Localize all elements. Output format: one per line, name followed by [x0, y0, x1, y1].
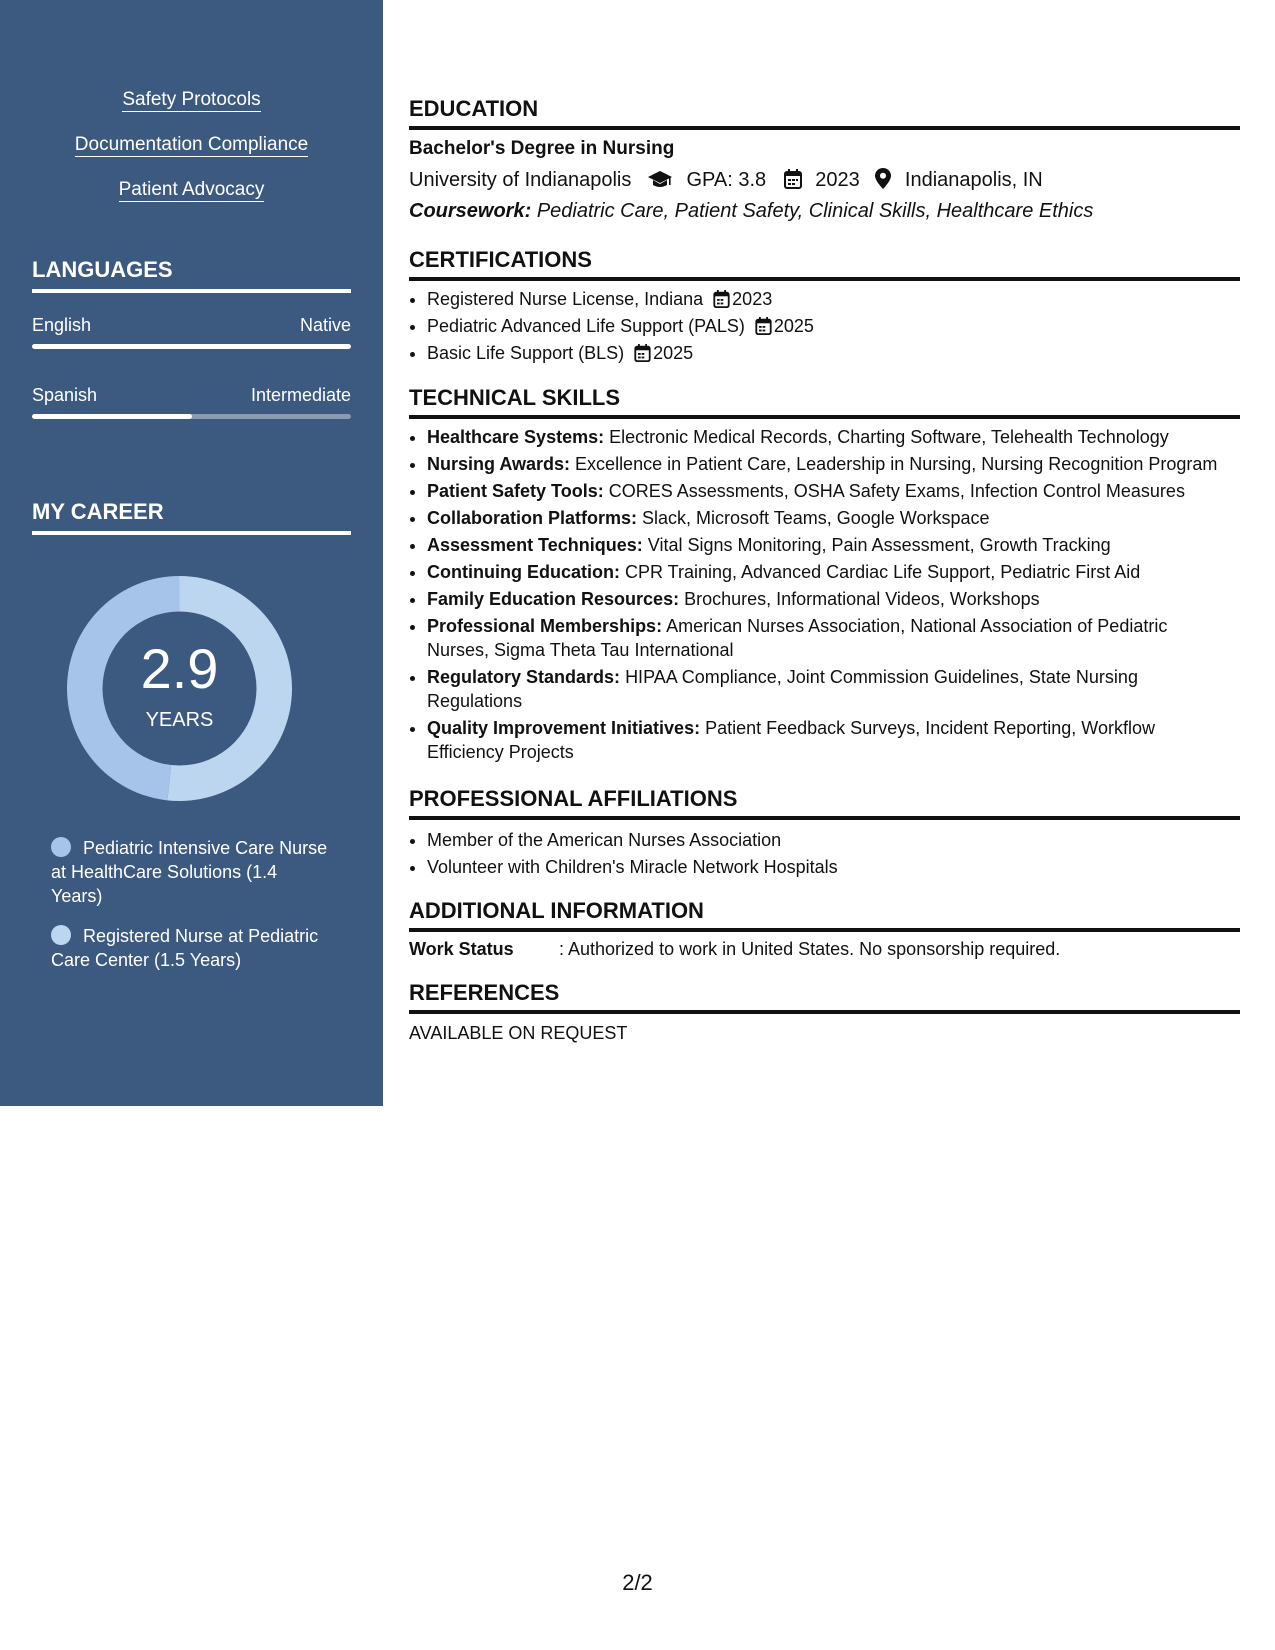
list-item: • Patient Safety Tools: CORES Assessments, OSHA Safety Exams, Infection Control Measures [427, 479, 1258, 503]
language-row-spanish [32, 384, 351, 406]
language-bar-spanish [32, 414, 351, 419]
calendar-icon [784, 169, 802, 189]
legend-dot [51, 925, 71, 945]
list-item: • Collaboration Platforms: Slack, Microsoft Teams, Google Workspace [427, 506, 1258, 530]
sidebar [0, 0, 383, 1106]
technical-skills-heading: TECHNICAL SKILLS [409, 385, 1240, 419]
language-name: English [32, 315, 92, 335]
gpa: GPA: 3.8 [686, 169, 767, 191]
language-bar-fill [32, 414, 192, 419]
list-item: • Assessment Techniques: Vital Signs Monitoring, Pain Assessment, Growth Tracking [427, 533, 1258, 557]
list-item: • Continuing Education: CPR Training, Advanced Cardiac Life Support, Pediatric First Aid [427, 560, 1258, 584]
certifications-heading: CERTIFICATIONS [409, 247, 1240, 281]
list-item: • Volunteer with Children's Miracle Network Hospitals [427, 854, 1258, 881]
education-location: Indianapolis, IN [904, 169, 1043, 191]
additional-info-heading: ADDITIONAL INFORMATION [409, 898, 1240, 932]
list-item: • Professional Memberships: American Nurses Association, National Association of Pediatric Nurses, Sigma Theta Tau International [427, 614, 1258, 662]
career-item-picu [51, 836, 331, 908]
skill-patient-advocacy: Patient Advocacy [118, 179, 265, 200]
language-bar-fill [32, 344, 351, 349]
calendar-icon [634, 344, 651, 362]
education-details [409, 168, 1240, 192]
school-name: University of Indianapolis [409, 169, 632, 191]
coursework-label: Coursework: [409, 200, 532, 222]
career-donut-chart [67, 576, 292, 801]
list-item: • Family Education Resources: Brochures, Informational Videos, Workshops [427, 587, 1258, 611]
career-item-text: Registered Nurse at Pediatric Care Center (1.5 Years) [51, 926, 319, 970]
affiliations-list [409, 827, 1258, 881]
technical-skills-list [409, 425, 1258, 767]
skill-safety-protocols: Safety Protocols [122, 89, 261, 110]
list-item: • Regulatory Standards: HIPAA Compliance, Joint Commission Guidelines, State Nursing Regulations [427, 665, 1258, 713]
coursework-list: Pediatric Care, Patient Safety, Clinical Skills, Healthcare Ethics [536, 200, 1094, 222]
language-name: Spanish [32, 385, 98, 405]
work-status-label: Work Status [409, 939, 514, 959]
work-status-value: : Authorized to work in United States. No sponsorship required. [559, 939, 1061, 959]
references-text: AVAILABLE ON REQUEST [409, 1023, 628, 1043]
list-item: • Member of the American Nurses Association [427, 827, 1258, 854]
degree-title: Bachelor's Degree in Nursing [409, 138, 675, 159]
list-item: • Registered Nurse License, Indiana 2023 [427, 286, 1258, 313]
language-level: Native [299, 315, 351, 335]
references-heading: REFERENCES [409, 980, 1240, 1014]
list-item: • Pediatric Advanced Life Support (PALS) 2025 [427, 313, 1258, 340]
career-heading: MY CAREER [32, 499, 351, 535]
certifications-list [409, 286, 1258, 367]
calendar-icon [713, 290, 730, 308]
graduation-year: 2023 [815, 169, 860, 191]
skill-documentation-compliance: Documentation Compliance [74, 134, 309, 155]
affiliations-heading: PROFESSIONAL AFFILIATIONS [409, 786, 1240, 820]
language-bar-english [32, 344, 351, 349]
list-item: • Quality Improvement Initiatives: Patient Feedback Surveys, Incident Reporting, Workflow Efficiency Projects [427, 716, 1258, 764]
career-total: 2.9 [140, 637, 219, 700]
career-unit: YEARS [145, 709, 214, 731]
coursework [409, 199, 1240, 223]
legend-dot [51, 837, 71, 857]
graduation-cap-icon [647, 169, 673, 189]
language-level: Intermediate [250, 385, 351, 405]
education-heading: EDUCATION [409, 96, 1240, 130]
work-status [409, 937, 1240, 961]
location-pin-icon [875, 168, 891, 189]
calendar-icon [755, 317, 772, 335]
languages-heading: LANGUAGES [32, 257, 351, 293]
career-item-text: Pediatric Intensive Care Nurse at HealthCare Solutions (1.4 Years) [51, 838, 328, 906]
list-item: • Healthcare Systems: Electronic Medical Records, Charting Software, Telehealth Technology [427, 425, 1258, 449]
list-item: • Nursing Awards: Excellence in Patient Care, Leadership in Nursing, Nursing Recognition Program [427, 452, 1258, 476]
page-number: 2/2 [622, 1570, 653, 1595]
list-item: • Basic Life Support (BLS) 2025 [427, 340, 1258, 367]
language-row-english [32, 314, 351, 336]
career-item-registered-nurse [51, 924, 331, 972]
